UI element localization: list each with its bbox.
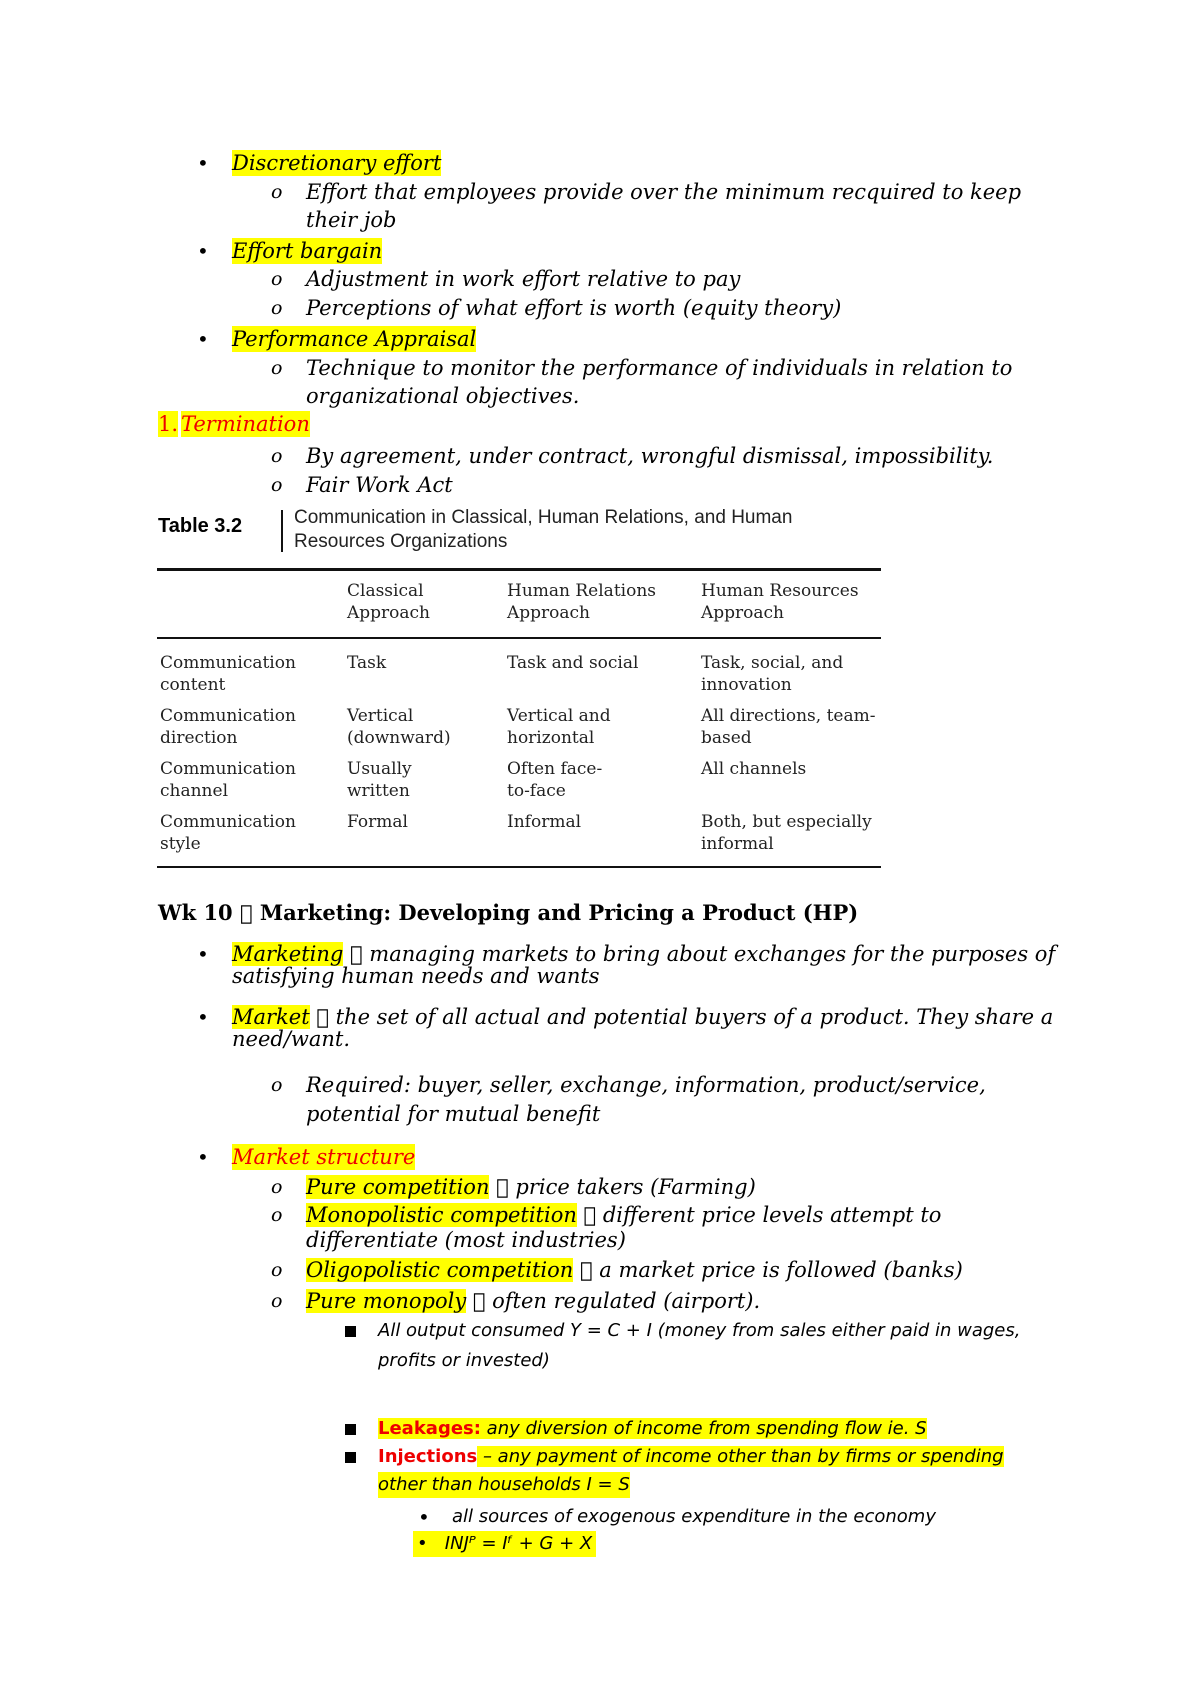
term-market-structure: Market structure <box>232 1145 416 1169</box>
monopolistic-definition-cont: differentiate (most industries) <box>306 1228 626 1252</box>
term-effort-bargain: Effort bargain <box>232 239 383 263</box>
table-title-divider <box>281 510 283 552</box>
monopolistic-definition: different price levels attempt to <box>576 1203 923 1227</box>
injections-definition: – any payment of income other than by firms or spending <box>477 1446 1004 1467</box>
marketing-definition: managing markets to bring about exchanges for the purposes of <box>343 942 1036 966</box>
sub-bullet-icon: o <box>271 357 283 379</box>
table-cell-2: based <box>701 728 752 748</box>
table-cell: Often face- <box>507 759 603 779</box>
marketing-definition-cont: satisfying human needs and wants <box>232 964 600 988</box>
effort-bargain-item: Adjustment in work effort relative to pay <box>306 267 741 291</box>
term-marketing: Marketing <box>232 942 344 966</box>
market-definition: the set of all actual and potential buyers of a product. They share a <box>309 1005 1034 1029</box>
square-bullet-icon <box>345 1326 356 1337</box>
table-row-label-2: content <box>160 675 226 695</box>
table-cell: Usually <box>347 759 412 779</box>
sub-bullet-icon: o <box>271 1074 283 1096</box>
table-caption-cont: Resources Organizations <box>294 531 508 552</box>
sub-bullet-icon: o <box>271 297 283 319</box>
table-cell: Both, but especially <box>701 812 872 832</box>
term-oligopolistic-competition: Oligopolistic competition <box>306 1258 574 1282</box>
table-top-rule <box>157 568 881 571</box>
market-requirements-cont: potential for mutual benefit <box>306 1102 601 1126</box>
performance-appraisal-definition-cont: organizational objectives. <box>306 384 580 408</box>
leakages-definition: any diversion of income from spending flow ie. S <box>480 1418 927 1439</box>
pure-competition-definition: price takers (Farming) <box>489 1175 737 1199</box>
market-definition-cont: need/want. <box>232 1027 351 1051</box>
sub-bullet-icon: o <box>271 445 283 467</box>
table-header-classical-2: Approach <box>347 603 431 623</box>
monopolistic-line <box>306 1202 941 1228</box>
term-termination: Termination <box>181 412 310 436</box>
sub-bullet-icon: o <box>271 268 283 290</box>
table-header-human-relations: Human Relations <box>507 581 656 601</box>
bullet-icon: • <box>197 151 209 175</box>
exogenous-expenditure: all sources of exogenous expenditure in the economy <box>452 1506 936 1527</box>
sub-bullet-icon: o <box>271 1176 283 1198</box>
table-cell: Task <box>347 653 387 673</box>
pure-competition-line <box>306 1174 756 1200</box>
table-header-classical: Classical <box>347 581 424 601</box>
table-cell-2: (downward) <box>347 728 451 748</box>
table-row-label-2: style <box>160 834 201 854</box>
sub-bullet-icon: o <box>271 181 283 203</box>
bullet-icon: • <box>197 1005 209 1029</box>
table-cell: Task, social, and <box>701 653 844 673</box>
term-performance-appraisal: Performance Appraisal <box>232 327 477 351</box>
table-cell-2: horizontal <box>507 728 595 748</box>
performance-appraisal-definition: Technique to monitor the performance of individuals in relation to <box>306 356 1013 380</box>
table-row-label: Communication <box>160 759 296 779</box>
table-header-human-resources: Human Resources <box>701 581 859 601</box>
oligopolistic-definition: a market price is followed (banks) <box>573 1258 944 1282</box>
market-line <box>232 1004 1053 1030</box>
table-cell: Task and social <box>507 653 639 673</box>
term-pure-monopoly: Pure monopoly <box>306 1289 467 1313</box>
table-row-label: Communication <box>160 653 296 673</box>
sub-bullet-icon: o <box>271 1290 283 1312</box>
termination-item: By agreement, under contract, wrongful dismissal, impossibility. <box>306 444 994 468</box>
discretionary-effort-definition-cont: their job <box>306 208 397 232</box>
section-heading: Wk 10 Marketing: Developing and Pricing a Product (HP) <box>158 900 839 925</box>
table-cell: All directions, team- <box>701 706 876 726</box>
table-cell: Vertical <box>347 706 414 726</box>
injection-formula-line <box>413 1531 596 1557</box>
table-cell-2: written <box>347 781 410 801</box>
term-pure-competition: Pure competition <box>306 1175 490 1199</box>
table-row-label: Communication <box>160 812 296 832</box>
injection-formula: INJᴾ = Iᶠ + G + X <box>444 1533 593 1554</box>
pure-monopoly-definition: often regulated (airport). <box>466 1289 741 1313</box>
market-requirements: Required: buyer, seller, exchange, information, product/service, <box>306 1073 986 1097</box>
table-cell: All channels <box>701 759 807 779</box>
table-cell: Vertical and <box>507 706 611 726</box>
square-bullet-icon <box>345 1424 356 1435</box>
injections-definition-cont: other than households I = S <box>378 1472 630 1498</box>
table-label: Table 3.2 <box>158 515 243 537</box>
termination-number: 1. <box>158 412 179 436</box>
bullet-icon: • <box>197 327 209 351</box>
table-header-rule <box>157 637 881 639</box>
table-bottom-rule <box>157 866 881 868</box>
table-header-human-resources-2: Approach <box>701 603 785 623</box>
bullet-icon: • <box>197 239 209 263</box>
term-injections: Injections <box>378 1446 478 1467</box>
term-monopolistic-competition: Monopolistic competition <box>306 1203 577 1227</box>
table-cell-2: informal <box>701 834 774 854</box>
table-row-label: Communication <box>160 706 296 726</box>
table-cell-2: innovation <box>701 675 792 695</box>
oligopolistic-line <box>306 1257 963 1283</box>
term-discretionary-effort: Discretionary effort <box>232 151 442 175</box>
table-row-label-2: direction <box>160 728 238 748</box>
effort-bargain-item: Perceptions of what effort is worth (equity theory) <box>306 296 842 320</box>
term-market: Market <box>232 1005 310 1029</box>
bullet-icon: • <box>197 1145 209 1169</box>
leakages-line <box>378 1416 927 1442</box>
sub-bullet-icon: o <box>271 474 283 496</box>
termination-item: Fair Work Act <box>306 473 453 497</box>
output-consumed: All output consumed Y = C + I (money from sales either paid in wages, <box>378 1320 1021 1341</box>
bullet-icon: • <box>197 942 209 966</box>
output-consumed-cont: profits or invested) <box>378 1350 550 1371</box>
injections-line <box>378 1444 1004 1470</box>
table-cell: Formal <box>347 812 408 832</box>
pure-monopoly-line <box>306 1288 760 1314</box>
discretionary-effort-definition: Effort that employees provide over the minimum recquired to keep <box>306 180 1022 204</box>
table-cell-2: to-face <box>507 781 566 801</box>
table-header-human-relations-2: Approach <box>507 603 591 623</box>
bullet-icon: • <box>418 1505 430 1529</box>
bullet-icon: • <box>417 1533 428 1554</box>
term-leakages: Leakages: <box>378 1418 481 1439</box>
table-caption: Communication in Classical, Human Relations, and Human <box>294 507 793 528</box>
square-bullet-icon <box>345 1452 356 1463</box>
table-cell: Informal <box>507 812 582 832</box>
sub-bullet-icon: o <box>271 1204 283 1226</box>
sub-bullet-icon: o <box>271 1259 283 1281</box>
table-row-label-2: channel <box>160 781 228 801</box>
